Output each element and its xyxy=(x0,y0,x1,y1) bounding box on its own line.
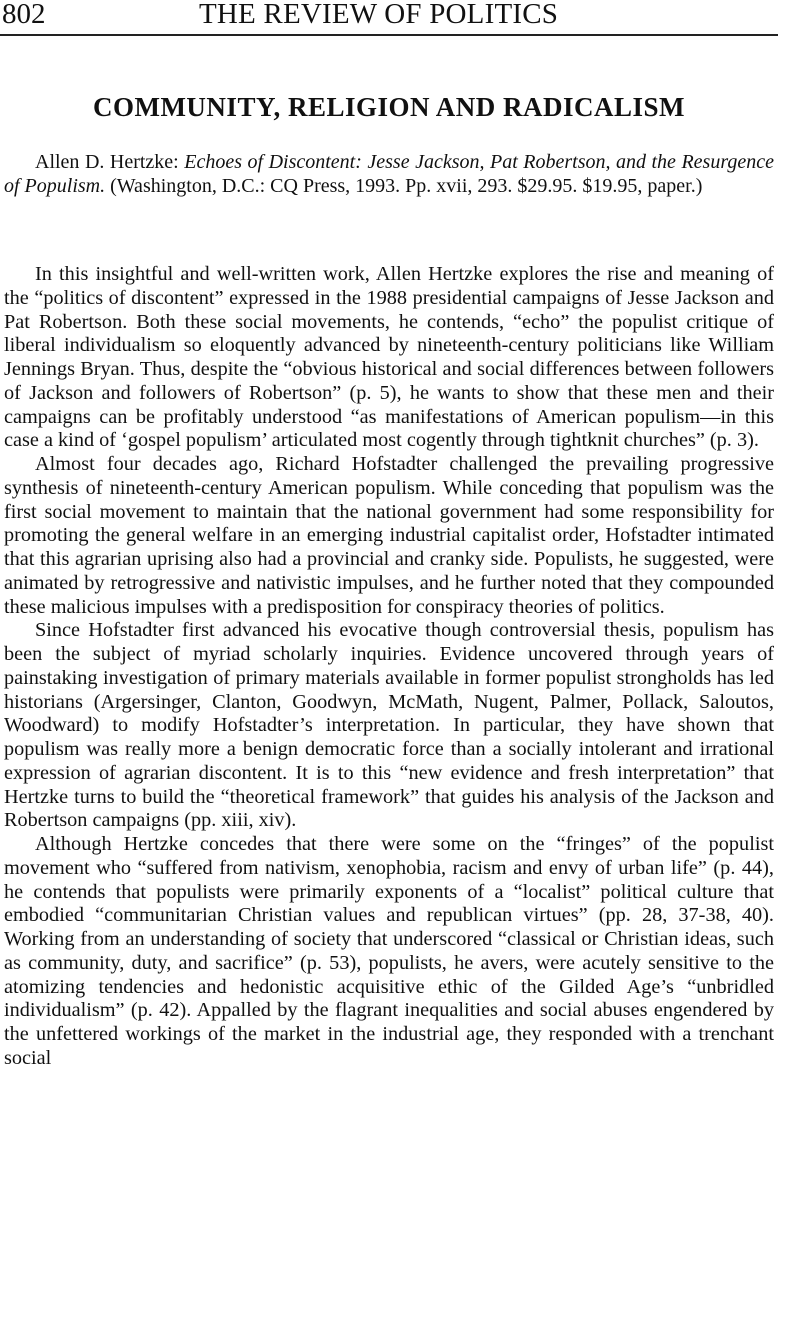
body-paragraph-1: In this insightful and well-written work, Allen Hertzke explores the rise and meaning of the “politics of discontent” expressed in the 1988 presidential campaigns of Jesse Jackson and Pat Robertson. Both these social movements, he contends, “echo” the populist critique of liberal individualism so eloquently advanced by nineteenth-century politicians like William Jennings Bryan. Thus, despite the “obvious historical and social differences between followers of Jackson and followers of Robertson” (p. 5), he wants to show that these men and their campaigns can be profitably understood “as manifestations of American populism—in this case a kind of ‘gospel populism’ articulated most cogently through tightknit churches” (p. 3). xyxy=(4,263,774,452)
running-head: THE REVIEW OF POLITICS xyxy=(199,0,559,30)
book-citation xyxy=(4,151,774,198)
body-paragraph-4: Although Hertzke concedes that there were some on the “fringes” of the populist movement who “suffered from nativism, xenophobia, racism and envy of urban life” (p. 44), he contends that populists were primarily exponents of a “localist” political culture that embodied “communitarian Christian values and republican virtues” (pp. 28, 37-38, 40). Working from an understanding of society that underscored “classical or Christian ideas, such as community, duty, and sacrifice” (p. 53), populists, he avers, were acutely sensitive to the atomizing tendencies and hedonistic acquisitive ethic of the Gilded Age’s “unbridled individualism” (p. 42). Appalled by the flagrant inequalities and social abuses engendered by the unfettered workings of the market in the industrial age, they responded with a trenchant social xyxy=(4,833,774,1069)
citation-book-title: Echoes of Discontent: Jesse Jackson, Pat Robertson, and the Resurgence of Populism. xyxy=(4,151,774,197)
citation-author: Allen D. Hertzke: xyxy=(35,151,185,173)
article-title: COMMUNITY, RELIGION AND RADICALISM xyxy=(92,92,686,122)
body-paragraph-2: Almost four decades ago, Richard Hofstadter challenged the prevailing progressive synthesis of nineteenth-century American populism. While conceding that populism was the first social movement to maintain that the national government had some responsibility for promoting the general welfare in an emerging industrial capitalist order, Hofstadter intimated that this agrarian uprising also had a provincial and cranky side. Populists, he suggested, were animated by retrogressive and nativistic impulses, and he further noted that they compounded these malicious impulses with a predisposition for conspiracy theories of politics. xyxy=(4,453,774,618)
review-body xyxy=(4,263,774,1071)
page-number: 802 xyxy=(2,0,46,30)
body-paragraph-3: Since Hofstadter first advanced his evocative though controversial thesis, populism has been the subject of myriad scholarly inquiries. Evidence uncovered through years of painstaking investigation of primary materials available in former populist strongholds has led historians (Argersinger, Clanton, Goodwyn, McMath, Nugent, Palmer, Pollack, Saloutos, Woodward) to modify Hofstadter’s interpretation. In particular, they have shown that populism was really more a benign democratic force than a socially intolerant and irrational expression of agrarian discontent. It is to this “new evidence and fresh interpretation” that Hertzke turns to build the “theoretical framework” that guides his analysis of the Jackson and Robertson campaigns (pp. xiii, xiv). xyxy=(4,619,774,832)
citation-publication: (Washington, D.C.: CQ Press, 1993. Pp. xvii, 293. $29.95. $19.95, paper.) xyxy=(105,174,703,197)
page-header xyxy=(0,0,778,36)
